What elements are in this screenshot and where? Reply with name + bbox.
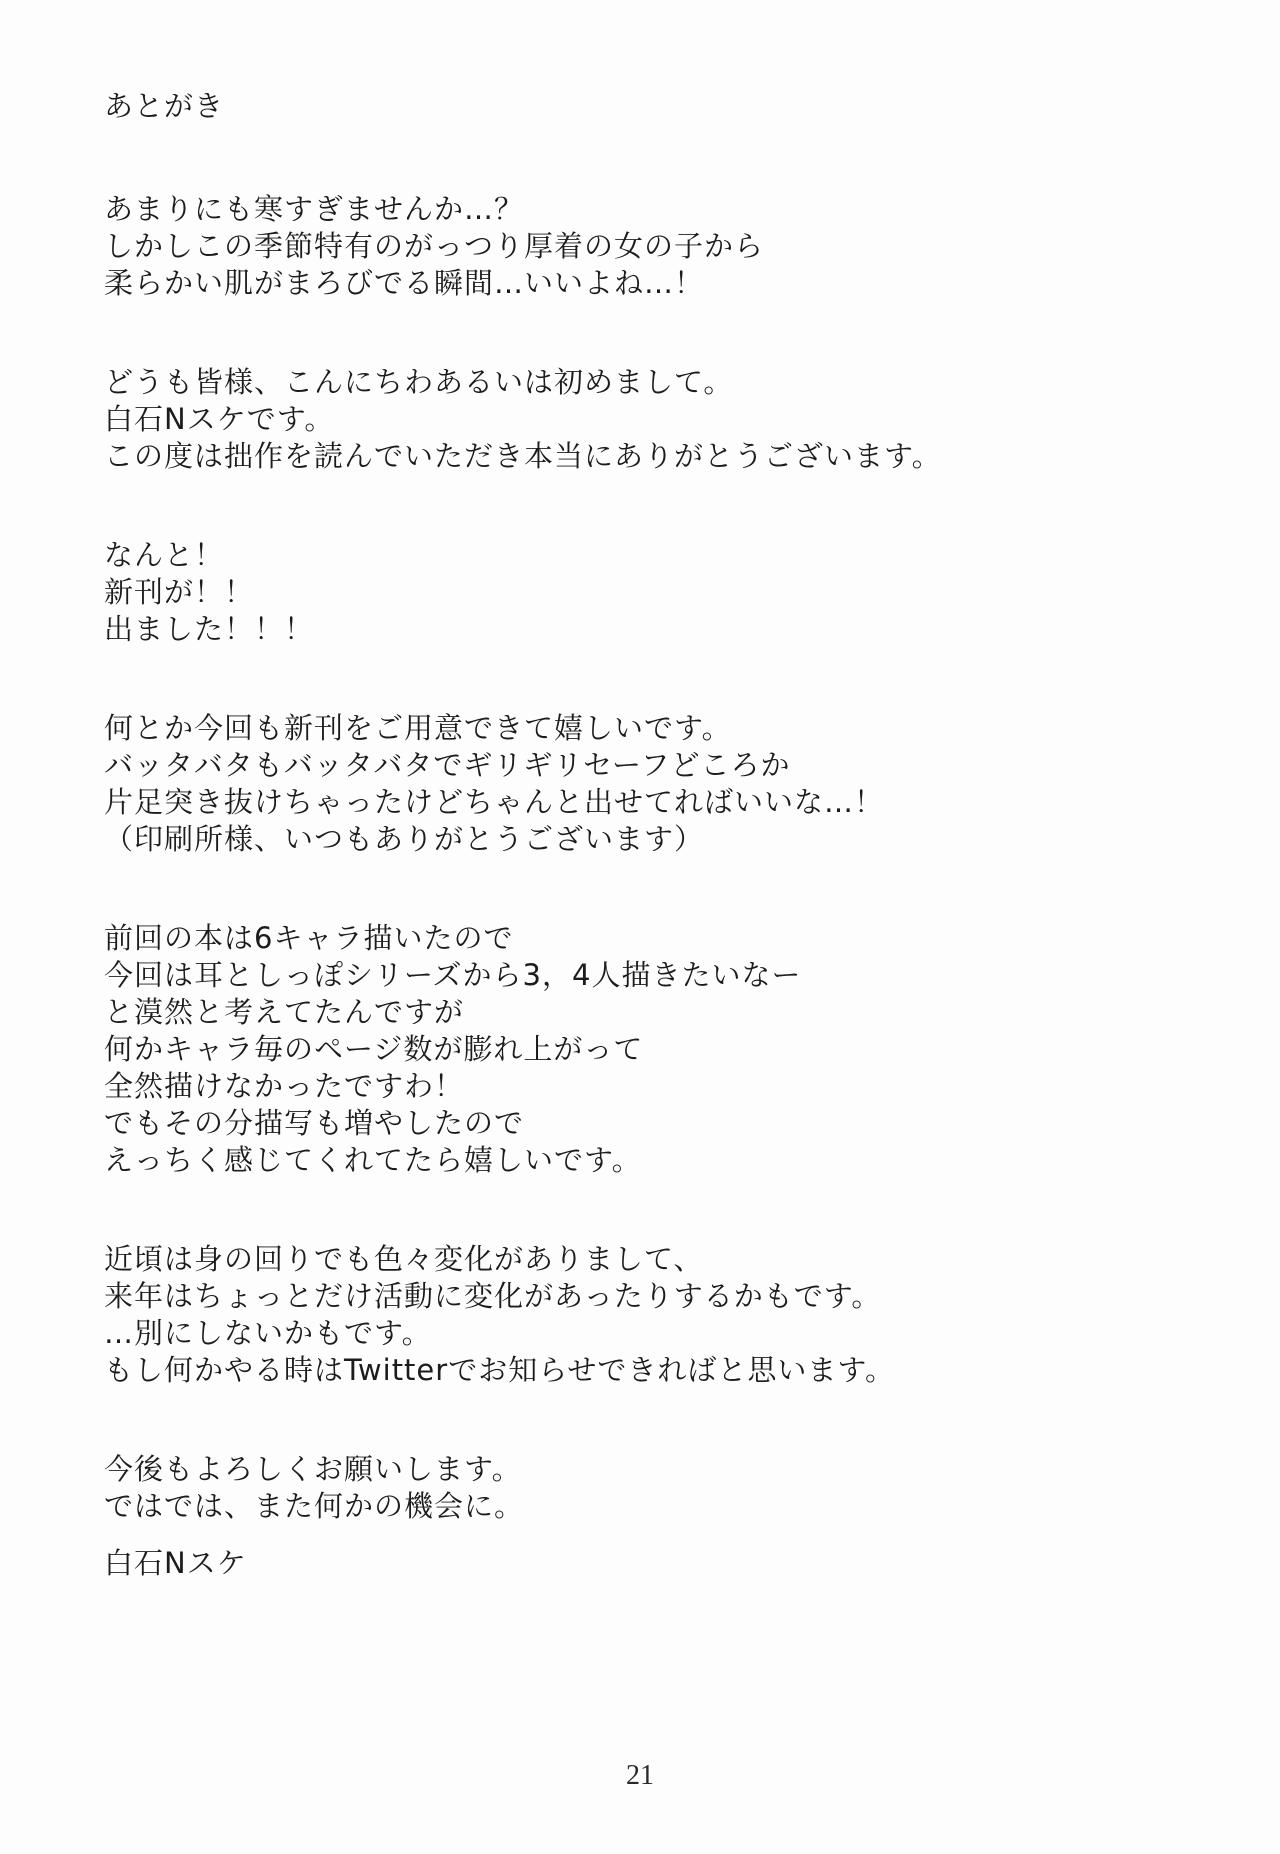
paragraph-2: [104, 364, 1124, 475]
text-line: えっちく感じてくれてたら嬉しいです。: [104, 1143, 642, 1177]
paragraph-7: [104, 1451, 1124, 1525]
paragraph-5: [104, 920, 1124, 1179]
paragraph-6: [104, 1241, 1124, 1389]
text-line: 来年はちょっとだけ活動に変化があったりするかもです。: [104, 1279, 882, 1313]
paragraph-4: [104, 710, 1124, 858]
text-line: と漠然と考えてたんですが: [104, 995, 465, 1029]
text-line: 前回の本は6キャラ描いたので: [104, 921, 514, 955]
text-line: ではでは、また何かの機会に。: [104, 1489, 525, 1523]
text-line: …別にしないかもです。: [104, 1316, 432, 1350]
text-line: 柔らかい肌がまろびでる瞬間…いいよね…！: [104, 266, 705, 300]
text-line: あまりにも寒すぎませんか…？: [104, 192, 525, 226]
text-line: 今後もよろしくお願いします。: [104, 1452, 522, 1486]
afterword-text: [104, 88, 1124, 1582]
text-line: 片足突き抜けちゃったけどちゃんと出せてればいいな…！: [104, 785, 885, 819]
paragraph-1: [104, 191, 1124, 302]
text-line: 近頃は身の回りでも色々変化がありまして、: [104, 1242, 704, 1276]
text-line: 白石Nスケです。: [104, 402, 335, 436]
author-signature: 白石Nスケ: [104, 1546, 247, 1580]
paragraph-3: [104, 537, 1124, 648]
afterword-title: あとがき: [104, 89, 225, 123]
text-line: もし何かやる時はTwitterでお知らせできればと思います。: [104, 1353, 896, 1387]
page-number: 21: [626, 1760, 654, 1791]
text-line: しかしこの季節特有のがっつり厚着の女の子から: [104, 229, 765, 263]
text-line: バッタバタもバッタバタでギリギリセーフどころか: [104, 748, 791, 782]
text-line: どうも皆様、こんにちわあるいは初めまして。: [104, 365, 734, 399]
text-line: 新刊が！！: [104, 575, 255, 609]
text-line: （印刷所様、いつもありがとうございます）: [104, 822, 705, 856]
text-line: でもその分描写も増やしたので: [104, 1106, 525, 1140]
text-line: 今回は耳としっぽシリーズから3，4人描きたいなー: [104, 958, 802, 992]
text-line: 出ました！！！: [104, 612, 315, 646]
text-line: この度は拙作を読んでいただき本当にありがとうございます。: [104, 439, 942, 473]
text-line: なんと！: [104, 538, 225, 572]
text-line: 全然描けなかったですわ！: [104, 1069, 465, 1103]
text-line: 何かキャラ毎のページ数が膨れ上がって: [104, 1032, 644, 1066]
text-line: 何とか今回も新刊をご用意できて嬉しいです。: [104, 711, 732, 745]
